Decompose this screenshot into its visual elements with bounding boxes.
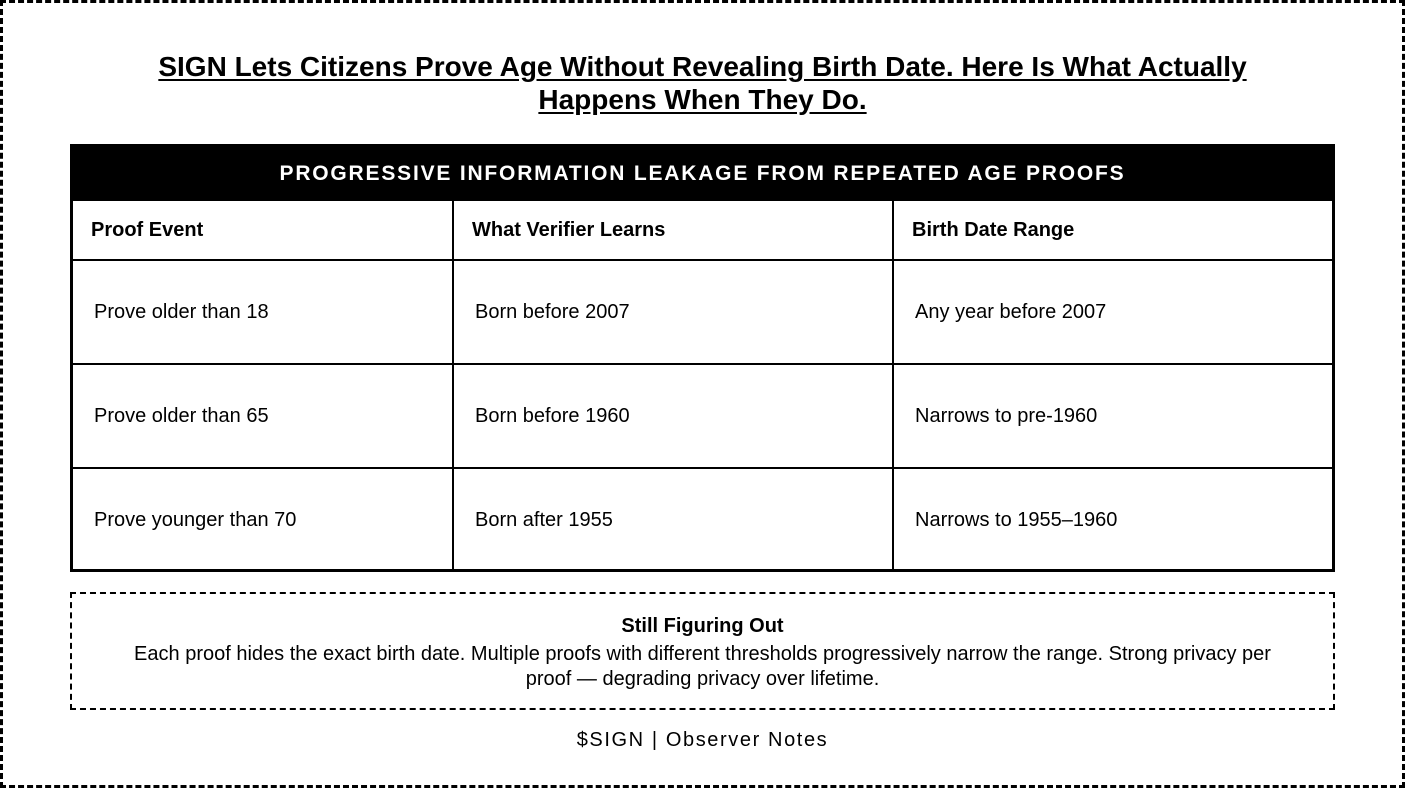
- table-row: [73, 467, 1332, 571]
- table-header: PROGRESSIVE INFORMATION LEAKAGE FROM REPEATED AGE PROOFS: [73, 147, 1332, 201]
- cell-verifier-learns: Born before 1960: [452, 365, 892, 467]
- cell-proof-event: Prove older than 18: [94, 300, 269, 323]
- column-header-birth-date-range: Birth Date Range: [892, 201, 1332, 259]
- column-header-verifier-learns: What Verifier Learns: [452, 201, 892, 259]
- cell-birth-date-range: Any year before 2007: [892, 261, 1332, 363]
- cell-verifier-learns: Born after 1955: [452, 469, 892, 571]
- table-row: [73, 363, 1332, 467]
- table-row: [73, 259, 1332, 363]
- leakage-table: [70, 144, 1335, 572]
- cell-proof-event: Prove older than 65: [94, 404, 269, 427]
- cell-verifier-learns: Born before 2007: [452, 261, 892, 363]
- note-title: Still Figuring Out: [621, 615, 784, 637]
- cell-proof-event: Prove younger than 70: [94, 508, 297, 531]
- page-title: SIGN Lets Citizens Prove Age Without Revealing Birth Date. Here Is What Actually Happens When They Do.: [158, 51, 1247, 115]
- note-box: [70, 592, 1335, 710]
- note-body: Each proof hides the exact birth date. Multiple proofs with different thresholds progressively narrow the range. Strong privacy per proof — degrading privacy over lifetime.: [134, 643, 1271, 690]
- cell-birth-date-range: Narrows to 1955–1960: [892, 469, 1332, 571]
- cell-birth-date-range: Narrows to pre-1960: [892, 365, 1332, 467]
- column-header-proof-event: Proof Event: [91, 218, 204, 241]
- table-column-headers: [73, 201, 1332, 259]
- footer-credit: $SIGN | Observer Notes: [576, 729, 829, 751]
